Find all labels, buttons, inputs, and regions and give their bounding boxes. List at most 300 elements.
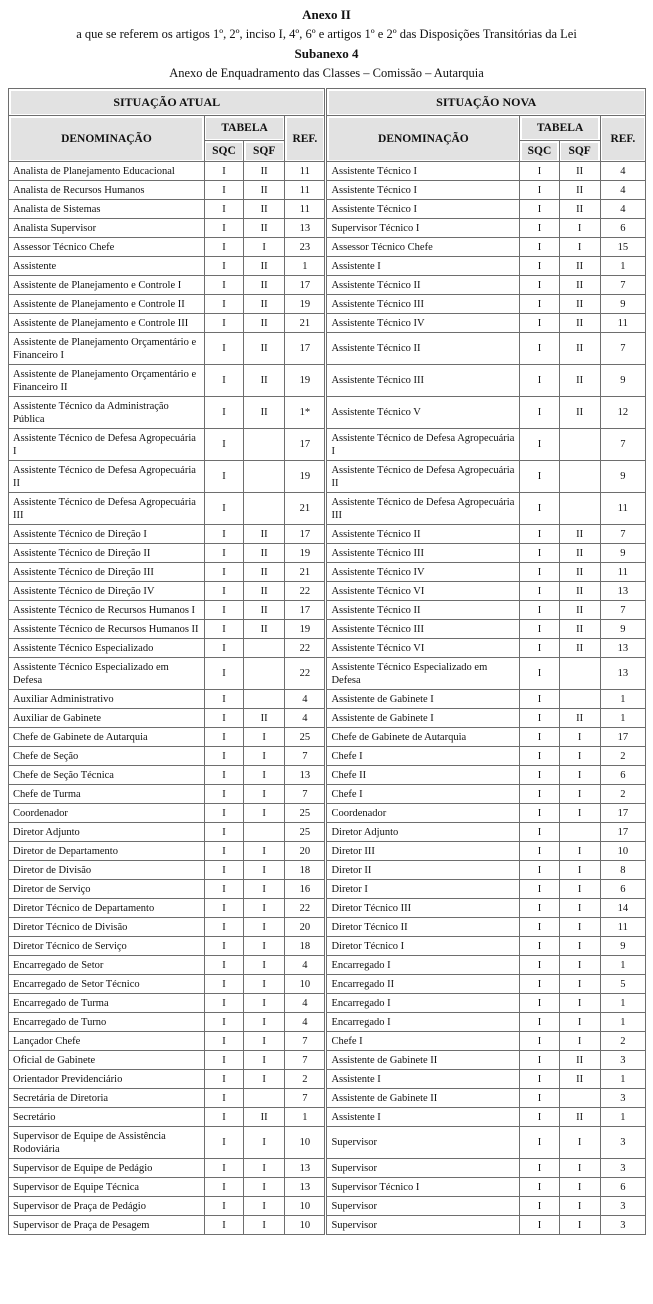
cell-ref-atual: 21 — [285, 493, 326, 525]
cell-ref-atual: 23 — [285, 238, 326, 257]
cell-ref-nova: 17 — [600, 823, 645, 842]
cell-sqf-nova: I — [559, 785, 600, 804]
cell-denominacao-nova: Assistente Técnico de Defesa Agropecuária III — [326, 493, 520, 525]
table-row — [9, 804, 646, 823]
document-header — [0, 0, 653, 83]
cell-sqf-atual: II — [244, 563, 285, 582]
cell-sqc-atual: I — [204, 601, 243, 620]
cell-denominacao-nova: Assistente Técnico III — [326, 620, 520, 639]
cell-ref-atual: 19 — [285, 365, 326, 397]
cell-ref-atual: 13 — [285, 1178, 326, 1197]
cell-denominacao-nova: Diretor I — [326, 880, 520, 899]
cell-denominacao-nova: Assistente Técnico Especializado em Defesa — [326, 658, 520, 690]
cell-sqf-atual: II — [244, 601, 285, 620]
cell-sqc-atual: I — [204, 804, 243, 823]
cell-denominacao-atual: Auxiliar Administrativo — [9, 690, 205, 709]
cell-sqc-atual: I — [204, 200, 243, 219]
cell-sqc-nova: I — [520, 276, 559, 295]
cell-sqc-nova: I — [520, 333, 559, 365]
cell-ref-nova: 3 — [600, 1197, 645, 1216]
cell-ref-nova: 3 — [600, 1127, 645, 1159]
cell-denominacao-atual: Assistente de Planejamento Orçamentário e Financeiro I — [9, 333, 205, 365]
cell-sqf-nova: II — [559, 162, 600, 181]
cell-sqf-atual: II — [244, 397, 285, 429]
table-row — [9, 1032, 646, 1051]
cell-sqc-nova: I — [520, 162, 559, 181]
cell-denominacao-atual: Analista de Sistemas — [9, 200, 205, 219]
cell-ref-atual: 17 — [285, 276, 326, 295]
cell-sqf-atual: I — [244, 842, 285, 861]
cell-ref-atual: 4 — [285, 709, 326, 728]
cell-ref-atual: 1 — [285, 257, 326, 276]
cell-sqc-atual: I — [204, 162, 243, 181]
cell-sqf-atual: I — [244, 238, 285, 257]
cell-ref-nova: 9 — [600, 295, 645, 314]
table-row — [9, 956, 646, 975]
cell-denominacao-nova: Supervisor — [326, 1197, 520, 1216]
cell-sqc-atual: I — [204, 493, 243, 525]
cell-ref-atual: 20 — [285, 842, 326, 861]
cell-sqf-nova: II — [559, 314, 600, 333]
cell-sqc-nova: I — [520, 823, 559, 842]
cell-ref-nova: 13 — [600, 639, 645, 658]
cell-sqc-atual: I — [204, 544, 243, 563]
cell-sqc-atual: I — [204, 975, 243, 994]
table-row — [9, 658, 646, 690]
cell-sqf-atual: II — [244, 162, 285, 181]
cell-sqf-atual: II — [244, 276, 285, 295]
cell-ref-nova: 7 — [600, 429, 645, 461]
cell-sqc-atual: I — [204, 181, 243, 200]
cell-sqf-atual: II — [244, 333, 285, 365]
table-row — [9, 397, 646, 429]
cell-sqc-nova: I — [520, 365, 559, 397]
cell-ref-atual: 19 — [285, 461, 326, 493]
cell-sqf-atual: I — [244, 1051, 285, 1070]
table-row — [9, 975, 646, 994]
cell-ref-nova: 8 — [600, 861, 645, 880]
cell-sqf-atual: I — [244, 728, 285, 747]
column-header-sqf-nova: SQF — [559, 141, 600, 162]
cell-denominacao-nova: Assistente de Gabinete II — [326, 1089, 520, 1108]
table-row — [9, 823, 646, 842]
table-row — [9, 937, 646, 956]
cell-ref-nova: 3 — [600, 1051, 645, 1070]
cell-sqf-atual: I — [244, 1216, 285, 1235]
cell-denominacao-nova: Assistente Técnico V — [326, 397, 520, 429]
cell-ref-atual: 7 — [285, 1051, 326, 1070]
cell-ref-atual: 20 — [285, 918, 326, 937]
cell-ref-atual: 16 — [285, 880, 326, 899]
cell-sqf-atual — [244, 823, 285, 842]
cell-sqc-nova: I — [520, 219, 559, 238]
cell-sqf-nova: I — [559, 1127, 600, 1159]
column-header-ref-atual: REF. — [285, 116, 326, 162]
cell-sqf-nova — [559, 461, 600, 493]
cell-denominacao-atual: Supervisor de Praça de Pesagem — [9, 1216, 205, 1235]
cell-sqf-atual: I — [244, 918, 285, 937]
cell-ref-atual: 17 — [285, 601, 326, 620]
cell-ref-atual: 10 — [285, 1127, 326, 1159]
cell-ref-atual: 7 — [285, 1089, 326, 1108]
cell-denominacao-nova: Assistente de Gabinete II — [326, 1051, 520, 1070]
cell-ref-atual: 11 — [285, 200, 326, 219]
table-row — [9, 219, 646, 238]
cell-ref-nova: 12 — [600, 397, 645, 429]
cell-denominacao-atual: Diretor Técnico de Departamento — [9, 899, 205, 918]
table-row — [9, 238, 646, 257]
cell-sqc-nova: I — [520, 639, 559, 658]
cell-ref-atual: 4 — [285, 1013, 326, 1032]
cell-denominacao-nova: Assistente Técnico IV — [326, 563, 520, 582]
table-row — [9, 1197, 646, 1216]
cell-ref-nova: 7 — [600, 333, 645, 365]
cell-denominacao-atual: Assistente Técnico de Direção I — [9, 525, 205, 544]
cell-sqc-nova: I — [520, 975, 559, 994]
cell-ref-nova: 6 — [600, 766, 645, 785]
cell-sqc-atual: I — [204, 639, 243, 658]
cell-sqf-nova: I — [559, 766, 600, 785]
cell-sqf-nova: I — [559, 728, 600, 747]
table-row — [9, 563, 646, 582]
cell-sqc-nova: I — [520, 880, 559, 899]
cell-denominacao-nova: Assistente Técnico de Defesa Agropecuária II — [326, 461, 520, 493]
cell-ref-atual: 19 — [285, 620, 326, 639]
cell-ref-nova: 17 — [600, 804, 645, 823]
cell-sqf-atual: I — [244, 899, 285, 918]
cell-sqf-atual: II — [244, 295, 285, 314]
cell-sqf-nova: II — [559, 333, 600, 365]
table-row — [9, 493, 646, 525]
cell-denominacao-nova: Assistente I — [326, 1070, 520, 1089]
cell-sqc-atual: I — [204, 1051, 243, 1070]
cell-sqc-atual: I — [204, 295, 243, 314]
cell-denominacao-nova: Assistente I — [326, 1108, 520, 1127]
cell-sqf-nova — [559, 658, 600, 690]
column-header-denominacao-atual: DENOMINAÇÃO — [9, 116, 205, 162]
cell-sqc-nova: I — [520, 525, 559, 544]
cell-sqf-atual: II — [244, 200, 285, 219]
cell-denominacao-atual: Encarregado de Setor Técnico — [9, 975, 205, 994]
cell-sqf-nova: II — [559, 582, 600, 601]
cell-sqf-nova: I — [559, 842, 600, 861]
cell-sqc-atual: I — [204, 314, 243, 333]
cell-ref-atual: 17 — [285, 525, 326, 544]
cell-sqf-atual: II — [244, 365, 285, 397]
cell-sqc-atual: I — [204, 1032, 243, 1051]
cell-denominacao-atual: Assistente de Planejamento e Controle I — [9, 276, 205, 295]
cell-ref-nova: 1 — [600, 709, 645, 728]
cell-sqc-nova: I — [520, 728, 559, 747]
cell-sqf-nova: II — [559, 709, 600, 728]
cell-denominacao-atual: Diretor de Divisão — [9, 861, 205, 880]
cell-sqc-atual: I — [204, 563, 243, 582]
cell-denominacao-nova: Assistente Técnico II — [326, 525, 520, 544]
cell-ref-nova: 9 — [600, 461, 645, 493]
cell-ref-nova: 1 — [600, 1070, 645, 1089]
cell-ref-nova: 9 — [600, 544, 645, 563]
cell-denominacao-nova: Supervisor — [326, 1127, 520, 1159]
cell-ref-atual: 22 — [285, 582, 326, 601]
table-row — [9, 899, 646, 918]
cell-denominacao-atual: Chefe de Seção Técnica — [9, 766, 205, 785]
cell-sqf-atual — [244, 639, 285, 658]
cell-ref-atual: 18 — [285, 937, 326, 956]
cell-sqf-nova — [559, 429, 600, 461]
cell-sqc-nova: I — [520, 1197, 559, 1216]
cell-denominacao-atual: Assistente Técnico de Recursos Humanos I — [9, 601, 205, 620]
cell-sqc-nova: I — [520, 1051, 559, 1070]
table-row — [9, 257, 646, 276]
cell-ref-atual: 10 — [285, 1216, 326, 1235]
cell-sqc-atual: I — [204, 747, 243, 766]
cell-sqf-nova: II — [559, 200, 600, 219]
cell-denominacao-nova: Assistente Técnico III — [326, 544, 520, 563]
cell-ref-atual: 7 — [285, 785, 326, 804]
cell-sqc-nova: I — [520, 563, 559, 582]
cell-ref-nova: 14 — [600, 899, 645, 918]
cell-sqf-nova: II — [559, 601, 600, 620]
cell-sqc-nova: I — [520, 690, 559, 709]
cell-sqf-nova: I — [559, 238, 600, 257]
cell-sqc-atual: I — [204, 1070, 243, 1089]
cell-denominacao-nova: Chefe I — [326, 747, 520, 766]
table-row — [9, 461, 646, 493]
classification-table — [8, 88, 646, 1235]
cell-sqc-nova: I — [520, 1089, 559, 1108]
cell-sqf-atual: I — [244, 1032, 285, 1051]
cell-denominacao-atual: Assistente Técnico de Direção III — [9, 563, 205, 582]
cell-ref-atual: 18 — [285, 861, 326, 880]
cell-sqc-atual: I — [204, 525, 243, 544]
cell-denominacao-nova: Chefe de Gabinete de Autarquia — [326, 728, 520, 747]
cell-sqf-nova: II — [559, 257, 600, 276]
cell-denominacao-nova: Assistente Técnico II — [326, 276, 520, 295]
cell-sqf-atual: I — [244, 804, 285, 823]
cell-ref-atual: 4 — [285, 994, 326, 1013]
cell-ref-nova: 1 — [600, 257, 645, 276]
cell-ref-atual: 25 — [285, 823, 326, 842]
table-row — [9, 582, 646, 601]
cell-denominacao-nova: Diretor Adjunto — [326, 823, 520, 842]
table-row — [9, 1159, 646, 1178]
cell-denominacao-atual: Encarregado de Turma — [9, 994, 205, 1013]
cell-sqc-nova: I — [520, 899, 559, 918]
cell-sqf-nova — [559, 690, 600, 709]
cell-sqc-atual: I — [204, 823, 243, 842]
cell-denominacao-nova: Assistente Técnico VI — [326, 582, 520, 601]
cell-ref-nova: 3 — [600, 1159, 645, 1178]
cell-sqc-nova: I — [520, 582, 559, 601]
cell-sqf-nova: I — [559, 1197, 600, 1216]
cell-sqc-nova: I — [520, 785, 559, 804]
cell-ref-nova: 2 — [600, 785, 645, 804]
cell-sqf-nova — [559, 1089, 600, 1108]
cell-sqc-atual: I — [204, 620, 243, 639]
section-header-situacao-atual: SITUAÇÃO ATUAL — [9, 89, 326, 116]
subanexo-title: Subanexo 4 — [294, 46, 359, 61]
table-row — [9, 620, 646, 639]
cell-denominacao-atual: Analista de Planejamento Educacional — [9, 162, 205, 181]
cell-denominacao-nova: Diretor Técnico II — [326, 918, 520, 937]
cell-ref-atual: 1 — [285, 1108, 326, 1127]
cell-ref-nova: 1 — [600, 994, 645, 1013]
cell-ref-nova: 3 — [600, 1089, 645, 1108]
cell-sqc-atual: I — [204, 994, 243, 1013]
cell-sqf-nova: I — [559, 937, 600, 956]
cell-denominacao-atual: Analista de Recursos Humanos — [9, 181, 205, 200]
cell-sqc-atual: I — [204, 861, 243, 880]
cell-denominacao-nova: Assistente Técnico I — [326, 162, 520, 181]
cell-ref-atual: 19 — [285, 544, 326, 563]
cell-sqc-atual: I — [204, 429, 243, 461]
cell-sqc-nova: I — [520, 842, 559, 861]
cell-denominacao-atual: Assistente Técnico de Defesa Agropecuária II — [9, 461, 205, 493]
cell-denominacao-atual: Supervisor de Equipe de Pedágio — [9, 1159, 205, 1178]
cell-sqf-nova: II — [559, 365, 600, 397]
table-row — [9, 525, 646, 544]
cell-ref-atual: 19 — [285, 295, 326, 314]
column-header-sqc-atual: SQC — [204, 141, 243, 162]
cell-sqc-atual: I — [204, 1178, 243, 1197]
column-header-denominacao-nova: DENOMINAÇÃO — [326, 116, 520, 162]
cell-ref-atual: 4 — [285, 956, 326, 975]
table-row — [9, 785, 646, 804]
cell-ref-nova: 1 — [600, 690, 645, 709]
cell-denominacao-nova: Supervisor — [326, 1216, 520, 1235]
cell-sqc-atual: I — [204, 956, 243, 975]
cell-sqf-atual: II — [244, 314, 285, 333]
table-row — [9, 1051, 646, 1070]
cell-denominacao-nova: Diretor Técnico I — [326, 937, 520, 956]
cell-sqf-atual: I — [244, 861, 285, 880]
cell-denominacao-nova: Assistente Técnico I — [326, 181, 520, 200]
cell-sqf-nova: I — [559, 956, 600, 975]
cell-sqc-nova: I — [520, 200, 559, 219]
cell-sqc-atual: I — [204, 1159, 243, 1178]
cell-denominacao-atual: Assistente Técnico de Defesa Agropecuária III — [9, 493, 205, 525]
cell-sqf-atual — [244, 658, 285, 690]
cell-sqc-atual: I — [204, 842, 243, 861]
cell-denominacao-atual: Encarregado de Turno — [9, 1013, 205, 1032]
table-row — [9, 601, 646, 620]
column-header-sqc-nova: SQC — [520, 141, 559, 162]
cell-sqf-nova: II — [559, 276, 600, 295]
cell-denominacao-nova: Assistente de Gabinete I — [326, 709, 520, 728]
cell-ref-atual: 21 — [285, 563, 326, 582]
cell-denominacao-atual: Assessor Técnico Chefe — [9, 238, 205, 257]
cell-denominacao-atual: Assistente de Planejamento e Controle II — [9, 295, 205, 314]
column-header-ref-nova: REF. — [600, 116, 645, 162]
cell-sqc-atual: I — [204, 785, 243, 804]
cell-denominacao-nova: Assistente Técnico VI — [326, 639, 520, 658]
table-row — [9, 766, 646, 785]
cell-denominacao-nova: Chefe II — [326, 766, 520, 785]
cell-denominacao-nova: Supervisor Técnico I — [326, 219, 520, 238]
cell-denominacao-atual: Assistente Técnico de Direção IV — [9, 582, 205, 601]
cell-denominacao-atual: Lançador Chefe — [9, 1032, 205, 1051]
cell-sqc-nova: I — [520, 1216, 559, 1235]
cell-sqf-atual: I — [244, 1197, 285, 1216]
table-header — [9, 89, 646, 162]
table-row — [9, 709, 646, 728]
column-header-tabela-nova: TABELA — [520, 116, 600, 141]
cell-sqc-nova: I — [520, 1070, 559, 1089]
cell-sqc-nova: I — [520, 295, 559, 314]
cell-denominacao-nova: Chefe I — [326, 1032, 520, 1051]
cell-ref-nova: 1 — [600, 956, 645, 975]
cell-sqc-nova: I — [520, 918, 559, 937]
cell-sqf-nova: II — [559, 544, 600, 563]
table-row — [9, 181, 646, 200]
cell-sqc-nova: I — [520, 544, 559, 563]
cell-denominacao-atual: Orientador Previdenciário — [9, 1070, 205, 1089]
cell-sqc-atual: I — [204, 899, 243, 918]
table-row — [9, 1216, 646, 1235]
cell-ref-nova: 2 — [600, 747, 645, 766]
cell-sqf-nova: II — [559, 1051, 600, 1070]
cell-sqf-nova: II — [559, 1070, 600, 1089]
page-subtitle: a que se referem os artigos 1º, 2º, inciso I, 4º, 6º e artigos 1º e 2º das Disposições Transitórias da Lei — [76, 27, 577, 41]
cell-ref-nova: 7 — [600, 525, 645, 544]
cell-ref-nova: 9 — [600, 937, 645, 956]
page-title: Anexo II — [302, 7, 351, 22]
cell-ref-nova: 7 — [600, 276, 645, 295]
cell-ref-nova: 10 — [600, 842, 645, 861]
cell-sqf-nova: I — [559, 975, 600, 994]
cell-sqf-nova: I — [559, 994, 600, 1013]
cell-sqf-atual — [244, 461, 285, 493]
table-row — [9, 918, 646, 937]
table-row — [9, 333, 646, 365]
cell-sqc-atual: I — [204, 937, 243, 956]
cell-denominacao-nova: Assistente Técnico de Defesa Agropecuária I — [326, 429, 520, 461]
cell-ref-nova: 17 — [600, 728, 645, 747]
cell-ref-nova: 11 — [600, 563, 645, 582]
cell-sqf-nova: I — [559, 804, 600, 823]
cell-denominacao-atual: Assistente de Planejamento Orçamentário e Financeiro II — [9, 365, 205, 397]
cell-sqf-atual: I — [244, 1127, 285, 1159]
cell-sqf-nova: II — [559, 563, 600, 582]
cell-sqf-atual: II — [244, 544, 285, 563]
cell-sqc-nova: I — [520, 493, 559, 525]
cell-ref-nova: 4 — [600, 162, 645, 181]
cell-ref-nova: 1 — [600, 1108, 645, 1127]
cell-ref-atual: 11 — [285, 162, 326, 181]
cell-ref-nova: 1 — [600, 1013, 645, 1032]
table-row — [9, 1089, 646, 1108]
cell-sqc-nova: I — [520, 937, 559, 956]
cell-ref-nova: 13 — [600, 658, 645, 690]
cell-sqc-atual: I — [204, 880, 243, 899]
cell-denominacao-nova: Assistente Técnico III — [326, 365, 520, 397]
cell-sqf-nova — [559, 493, 600, 525]
cell-sqf-nova: I — [559, 219, 600, 238]
table-row — [9, 429, 646, 461]
column-header-tabela-atual: TABELA — [204, 116, 284, 141]
cell-sqf-nova: I — [559, 1032, 600, 1051]
table-row — [9, 1108, 646, 1127]
cell-denominacao-nova: Chefe I — [326, 785, 520, 804]
table-row — [9, 639, 646, 658]
cell-sqc-nova: I — [520, 181, 559, 200]
cell-denominacao-nova: Encarregado I — [326, 1013, 520, 1032]
table-row — [9, 1127, 646, 1159]
cell-ref-atual: 22 — [285, 658, 326, 690]
cell-sqc-nova: I — [520, 257, 559, 276]
cell-sqc-atual: I — [204, 709, 243, 728]
cell-sqf-atual: I — [244, 994, 285, 1013]
